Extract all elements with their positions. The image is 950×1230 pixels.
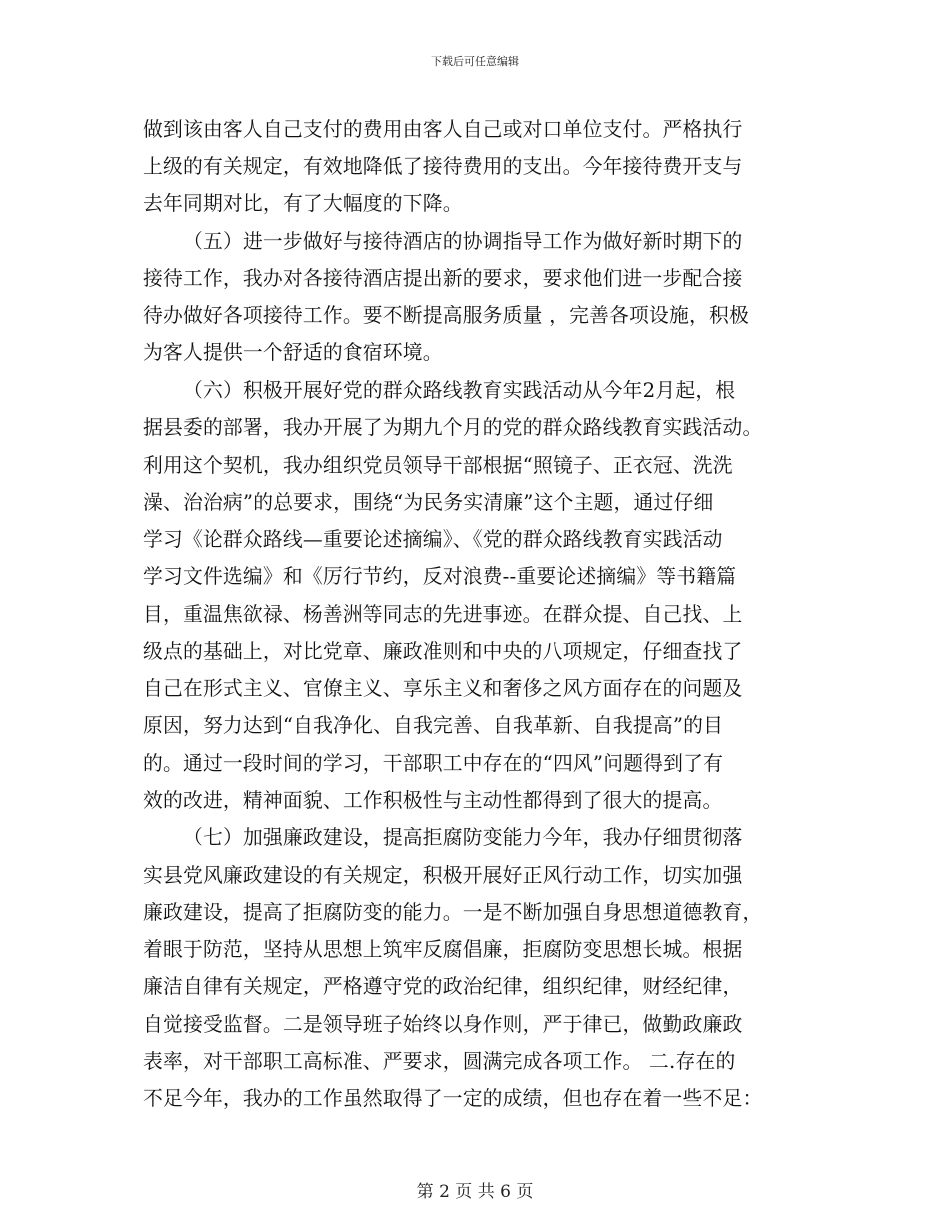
text-line: 着眼于防范，坚持从思想上筑牢反腐倡廉，拒腐防变思想长城。根据 [143, 938, 743, 961]
text-line: 去年同期对比，有了大幅度的下降。 [143, 192, 463, 215]
text-line: （七）加强廉政建设，提高拒腐防变能力今年，我办仔细贯彻落 [183, 826, 743, 849]
text-line: 廉政建设，提高了拒腐防变的能力。一是不断加强自身思想道德教育， [143, 901, 763, 924]
text-line: 级点的基础上，对比党章、廉政准则和中央的八项规定，仔细查找了 [143, 640, 743, 663]
text-line: （五）进一步做好与接待酒店的协调指导工作为做好新时期下的 [183, 230, 743, 253]
text-line: 据县委的部署，我办开展了为期九个月的党的群众路线教育实践活动。 [143, 416, 763, 439]
text-line: 学习《论群众路线—重要论述摘编》、《党的群众路线教育实践活动 [143, 528, 723, 551]
text-line: 学习文件选编》和《厉行节约，反对浪费--重要论述摘编》等书籍篇 [143, 565, 737, 588]
text-line: 上级的有关规定，有效地降低了接待费用的支出。今年接待费开支与 [143, 155, 743, 178]
text-line: 为客人提供一个舒适的食宿环境。 [143, 341, 443, 364]
text-line: 效的改进，精神面貌、工作积极性与主动性都得到了很大的提高。 [143, 789, 723, 812]
text-line: 待办做好各项接待工作。要不断提高服务质量 ，完善各项设施，积极 [143, 304, 749, 327]
text-line: 不足今年，我办的工作虽然取得了一定的成绩，但也存在着一些不足： [143, 1087, 763, 1110]
text-line: 廉洁自律有关规定，严格遵守党的政治纪律，组织纪律，财经纪律， [143, 975, 743, 998]
text-line: 表率，对干部职工高标准、严要求，圆满完成各项工作。 二.存在的 [143, 1050, 736, 1073]
text-line: 的。通过一段时间的学习，干部职工中存在的“四风”问题得到了有 [143, 752, 724, 775]
text-line: 自觉接受监督。二是领导班子始终以身作则，严于律已，做勤政廉政 [143, 1013, 743, 1036]
text-line: 做到该由客人自己支付的费用由客人自己或对口单位支付。严格执行 [143, 118, 743, 141]
text-line: 自己在形式主义、官僚主义、享乐主义和奢侈之风方面存在的问题及 [143, 677, 743, 700]
text-line: （六）积极开展好党的群众路线教育实践活动从今年2月起，根 [183, 379, 736, 402]
text-line: 原因，努力达到“自我净化、自我完善、自我革新、自我提高”的目 [143, 714, 724, 737]
text-line: 利用这个契机，我办组织党员领导干部根据“照镜子、正衣冠、洗洗 [143, 454, 733, 477]
text-line: 目，重温焦欲禄、杨善洲等同志的先进事迹。在群众提、自己找、上 [143, 603, 743, 626]
text-line: 澡、治治病”的总要求，围绕“为民务实清廉”这个主题，通过仔细 [143, 491, 714, 514]
text-line: 接待工作，我办对各接待酒店提出新的要求，要求他们进一步配合接 [143, 267, 743, 290]
page-header: 下载后可任意编辑 [431, 55, 519, 68]
page-footer: 第 2 页 共 6 页 [416, 1182, 534, 1202]
text-line: 实县党风廉政建设的有关规定，积极开展好正风行动工作，切实加强 [143, 864, 743, 887]
